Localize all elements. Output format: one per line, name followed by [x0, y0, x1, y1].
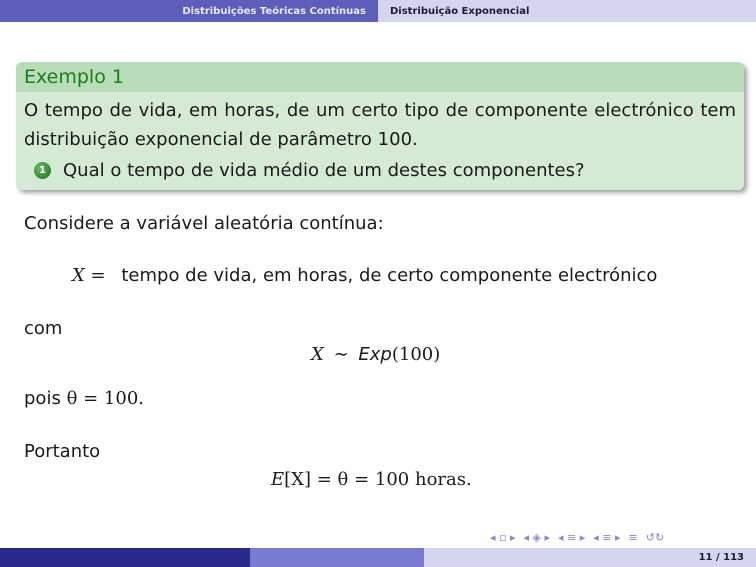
nav-prev-slide-icon[interactable]: ◂ ▫ ▸ — [490, 530, 516, 544]
distribution-formula: X ∼ Exp(100) — [311, 344, 441, 365]
variable-lhs: X = — [72, 265, 106, 286]
top-navigation-bar — [0, 0, 756, 22]
nav-prev-section-icon[interactable]: ◂ ≡ ▸ — [593, 530, 621, 544]
distribution-name: Exp — [358, 344, 392, 365]
enum-item — [24, 156, 736, 185]
intro-text: Considere a variável aleatória contínua: — [24, 213, 384, 234]
bottom-bar-middle — [250, 548, 424, 567]
expectation-formula: E[X] = θ = 100 horas. — [271, 469, 472, 490]
portanto-text: Portanto — [24, 441, 101, 462]
example-block — [16, 62, 744, 190]
nav-align-icon[interactable]: ≡ — [628, 530, 638, 544]
example-body — [16, 92, 744, 185]
example-text: O tempo de vida, em horas, de um certo tipo de componente electrónico tem distribuição exponencial de parâmetro 100. — [24, 100, 736, 150]
nav-search-icon[interactable]: ↺↻ — [645, 530, 665, 544]
bottom-bar-left — [0, 548, 250, 567]
bottom-bar-right — [424, 548, 756, 567]
variable-description: tempo de vida, em horas, de certo componente electrónico — [121, 265, 658, 286]
enum-item-text: Qual o tempo de vida médio de um destes componentes? — [63, 160, 585, 181]
theta-equation: θ = 100. — [66, 388, 145, 409]
subsection-nav[interactable] — [378, 0, 756, 22]
subsection-title[interactable]: Distribuição Exponencial — [390, 5, 530, 17]
bottom-bar — [0, 548, 756, 567]
nav-prev-subsection-icon[interactable]: ◂ ≡ ▸ — [558, 530, 586, 544]
enum-number-ball: 1 — [34, 162, 51, 179]
variable-definition — [72, 265, 657, 286]
page-number: 11 / 113 — [698, 552, 744, 563]
section-title[interactable]: Distribuições Teóricas Contínuas — [182, 5, 366, 17]
nav-prev-frame-icon[interactable]: ◂ ◈ ▸ — [523, 530, 550, 544]
com-text: com — [24, 318, 63, 339]
section-nav[interactable] — [0, 0, 378, 22]
example-title: Exemplo 1 — [16, 62, 744, 92]
beamer-navigation-symbols — [490, 530, 752, 544]
pois-line: pois θ = 100. — [24, 388, 145, 409]
